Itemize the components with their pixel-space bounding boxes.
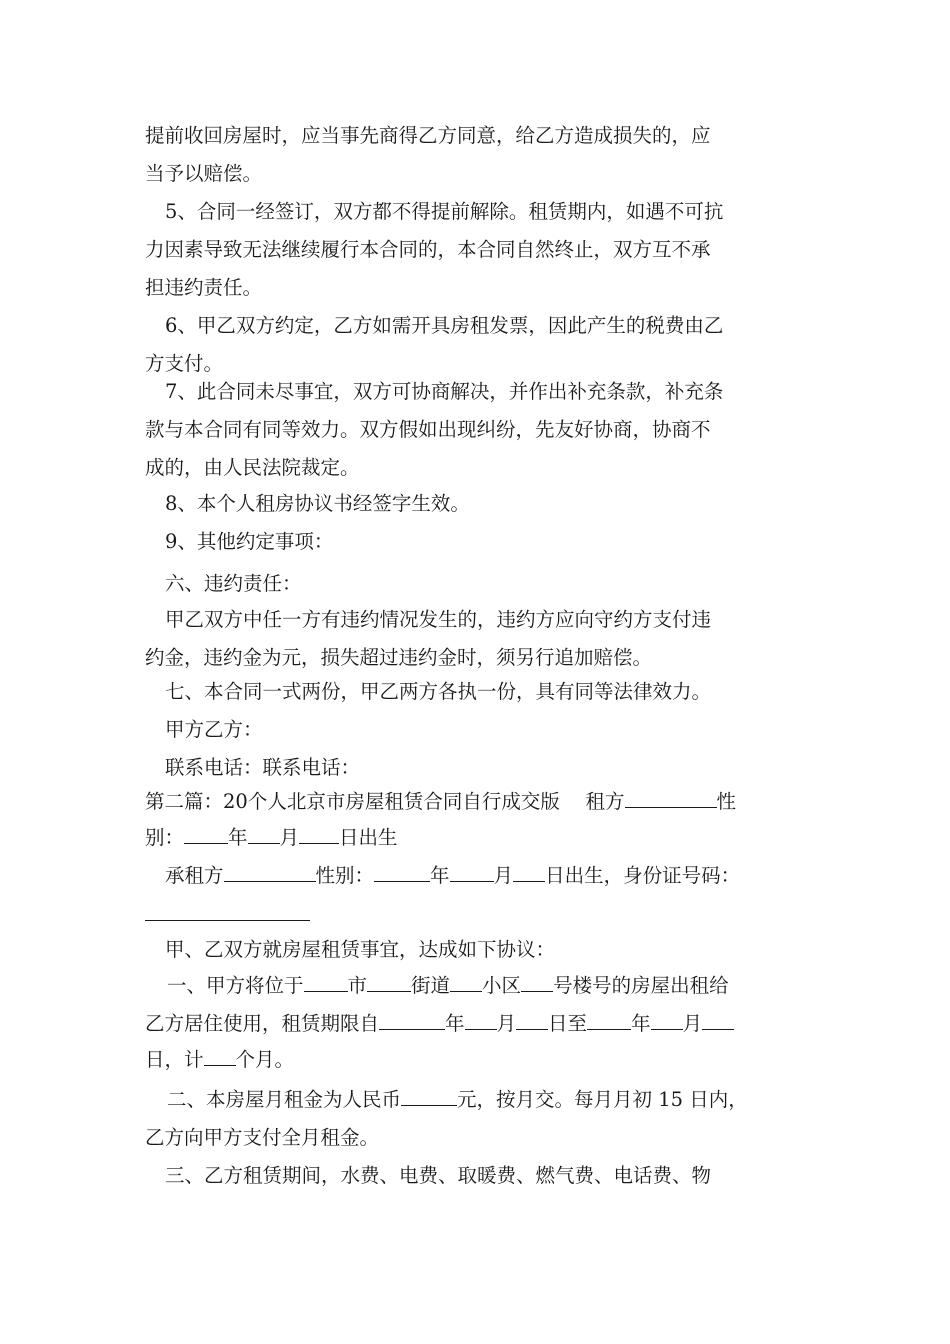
blank-field bbox=[625, 785, 717, 808]
clause-1-line: 一、甲方将位于 市 街道 小区 号楼号的房屋出租给 bbox=[167, 968, 729, 1004]
blank-field bbox=[299, 821, 339, 844]
blank-field bbox=[184, 821, 228, 844]
clause-8-line: 8、本个人租房协议书经签字生效。 bbox=[165, 492, 470, 515]
blank-field bbox=[224, 859, 316, 882]
id-number-blank bbox=[145, 920, 310, 921]
blank-field bbox=[702, 1007, 734, 1030]
blank-field bbox=[465, 1007, 497, 1030]
blank-field bbox=[367, 969, 411, 992]
paragraph-line: 承租方 性别： 年 月 日出生，身份证号码： bbox=[165, 858, 740, 894]
section-heading: 六、违约责任： bbox=[165, 572, 302, 595]
blank-field bbox=[374, 859, 430, 882]
paragraph-line: 甲乙双方中任一方有违约情况发生的，违约方应向守约方支付违 bbox=[165, 608, 712, 631]
clause-6-line: 6、甲乙双方约定，乙方如需开具房租发票，因此产生的税费由乙 bbox=[165, 314, 724, 337]
clause-7-line: 7、此合同未尽事宜，双方可协商解决，并作出补充条款，补充条 bbox=[165, 380, 724, 403]
blank-field bbox=[516, 1007, 548, 1030]
blank-field bbox=[450, 859, 494, 882]
clause-2-line: 二、本房屋月租金为人民币 元，按月交。每月月初 15 日内， bbox=[167, 1082, 748, 1118]
paragraph-line: 担违约责任。 bbox=[145, 276, 263, 299]
clause-3-line: 三、乙方租赁期间，水费、电费、取暖费、燃气费、电话费、物 bbox=[165, 1164, 712, 1187]
blank-field bbox=[379, 1007, 445, 1030]
blank-field bbox=[248, 821, 280, 844]
article-title-line: 第二篇：20个人北京市房屋租赁合同自行成交版 租方 性 bbox=[145, 784, 736, 820]
blank-field bbox=[304, 969, 348, 992]
blank-field bbox=[204, 1043, 236, 1066]
section-heading: 七、本合同一式两份，甲乙两方各执一份，具有同等法律效力。 bbox=[165, 680, 712, 703]
paragraph-line: 提前收回房屋时，应当事先商得乙方同意，给乙方造成损失的，应 bbox=[145, 124, 711, 147]
blank-field bbox=[521, 969, 553, 992]
blank-field bbox=[651, 1007, 683, 1030]
blank-field bbox=[513, 859, 545, 882]
signature-line: 甲方乙方： bbox=[165, 718, 263, 741]
paragraph-line: 方支付。 bbox=[145, 352, 224, 375]
paragraph-line: 甲、乙双方就房屋租赁事宜，达成如下协议： bbox=[165, 938, 556, 961]
paragraph-line: 款与本合同有同等效力。双方假如出现纠纷，先友好协商，协商不 bbox=[145, 418, 711, 441]
paragraph-line: 别： 年 月 日出生 bbox=[145, 820, 398, 856]
paragraph-line: 乙方向甲方支付全月租金。 bbox=[145, 1126, 380, 1149]
blank-field bbox=[587, 1007, 631, 1030]
blank-field bbox=[401, 1083, 457, 1106]
clause-5-line: 5、合同一经签订，双方都不得提前解除。租赁期内，如遇不可抗 bbox=[165, 200, 724, 223]
paragraph-line: 当予以赔偿。 bbox=[145, 162, 263, 185]
paragraph-line: 日，计 个月。 bbox=[145, 1042, 294, 1078]
article-title: 第二篇：20个人北京市房屋租赁合同自行成交版 租方 bbox=[145, 790, 625, 813]
paragraph-line: 乙方居住使用，租赁期限自 年 月 日至 年 月 bbox=[145, 1006, 734, 1042]
blank-field bbox=[450, 969, 482, 992]
paragraph-line: 成的，由人民法院裁定。 bbox=[145, 456, 360, 479]
paragraph-line: 力因素导致无法继续履行本合同的，本合同自然终止，双方互不承 bbox=[145, 238, 711, 261]
clause-9-line: 9、其他约定事项： bbox=[165, 530, 334, 553]
contact-line: 联系电话：联系电话： bbox=[165, 756, 361, 779]
paragraph-line: 约金，违约金为元，损失超过违约金时，须另行追加赔偿。 bbox=[145, 646, 653, 669]
